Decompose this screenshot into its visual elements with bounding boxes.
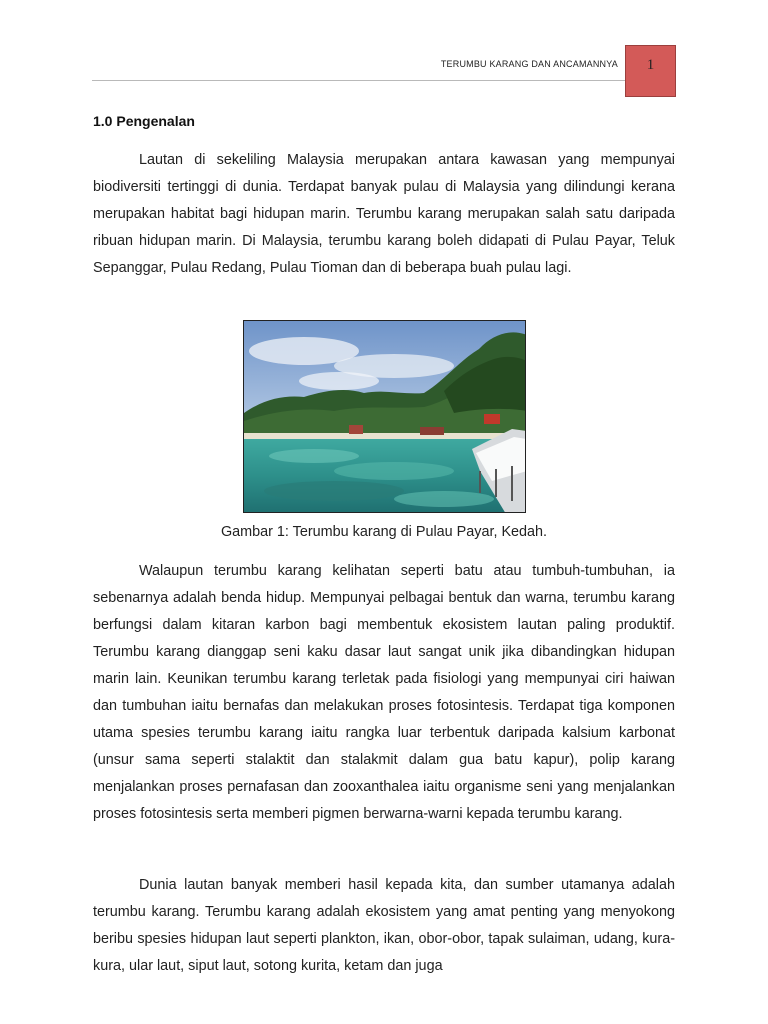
paragraph-3-text: Dunia lautan banyak memberi hasil kepada kita, dan sumber utamanya adalah terumbu karang. Terumbu karang adalah ekosistem yang amat penting yang menyokong beribu spesies hidupan laut seperti plankton, ikan, obor-obor, tapak sulaiman, udang, kura-kura, ular laut, siput laut, sotong kurita, ketam dan juga bbox=[93, 877, 675, 974]
paragraph-ocean-resources bbox=[93, 872, 675, 980]
paragraph-intro bbox=[93, 147, 675, 282]
section-heading: 1.0 Pengenalan bbox=[93, 113, 195, 129]
header-divider bbox=[92, 80, 625, 81]
paragraph-2-text: Walaupun terumbu karang kelihatan seperti batu atau tumbuh-tumbuhan, ia sebenarnya adalah benda hidup. Mempunyai pelbagai bentuk dan warna, terumbu karang berfungsi dalam kitaran karbon bagi membentuk ekosistem lautan paling produktif. Terumbu karang dianggap seni kaku dasar laut sangat unik jika dibandingkan hidupan marin lain. Keunikan terumbu karang terletak pada fisiologi yang mempunyai ciri haiwan dan tumbuhan iaitu bernafas dan melakukan proses fotosintesis. Terdapat tiga komponen utama spesies terumbu karang iaitu rangka luar terbentuk daripada kalsium karbonat (unsur sama seperti stalaktit dan stalakmit dalam gua batu kapur), polip karang menjalankan proses pernafasan dan zooxanthalea iaitu organisme seni yang menjalankan proses fotosintesis serta memberi pigmen berwarna-warni kepada terumbu karang. bbox=[93, 563, 675, 822]
figure-caption: Gambar 1: Terumbu karang di Pulau Payar, Kedah. bbox=[220, 524, 548, 540]
island-reef-image bbox=[244, 321, 526, 513]
paragraph-coral-biology bbox=[93, 558, 675, 828]
page-number: 1 bbox=[646, 56, 655, 73]
running-header-title: TERUMBU KARANG DAN ANCAMANNYA bbox=[440, 59, 618, 69]
page-number-box bbox=[625, 45, 676, 97]
coral-reef-photo bbox=[243, 320, 526, 513]
paragraph-1-text: Lautan di sekeliling Malaysia merupakan antara kawasan yang mempunyai biodiversiti tertinggi di dunia. Terdapat banyak pulau di Malaysia yang dilindungi kerana merupakan habitat bagi hidupan marin. Terumbu karang merupakan salah satu daripada ribuan hidupan marin. Di Malaysia, terumbu karang boleh didapati di Pulau Payar, Teluk Sepanggar, Pulau Redang, Pulau Tioman dan di beberapa buah pulau lagi. bbox=[93, 152, 675, 276]
